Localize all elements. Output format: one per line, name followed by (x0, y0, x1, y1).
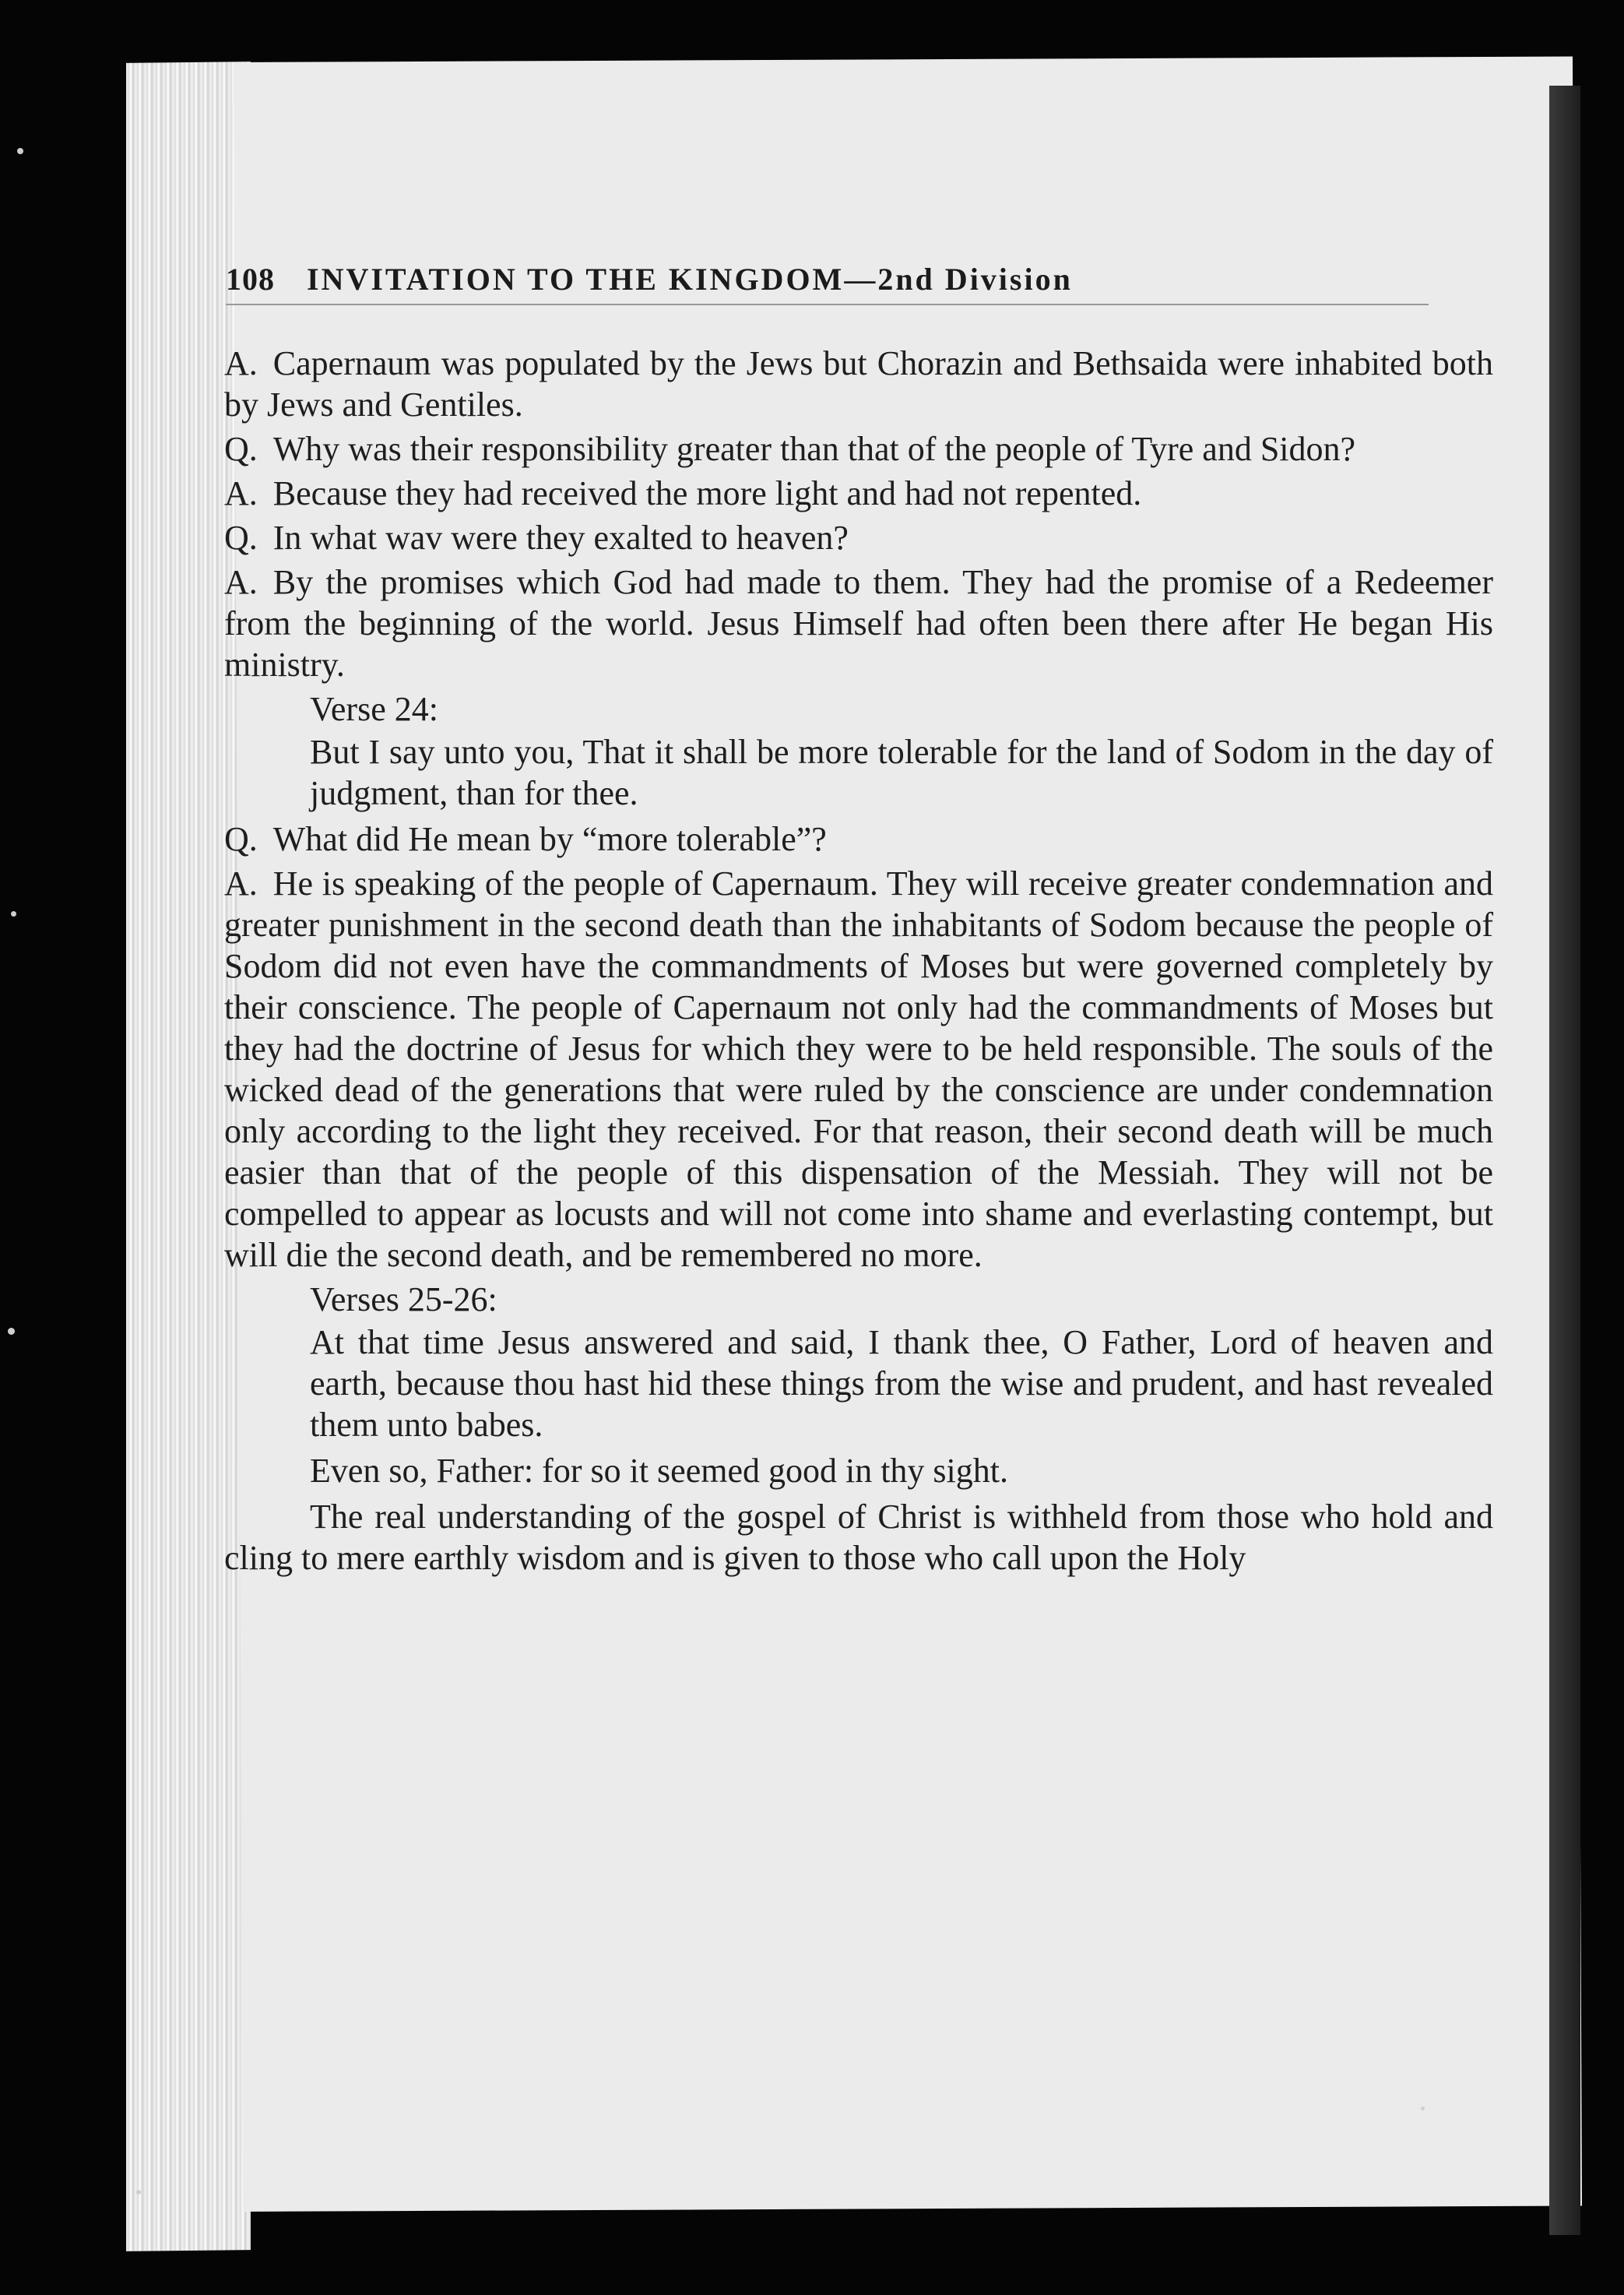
dust-speck (136, 2190, 141, 2195)
paragraph-text: By the promises which God had made to them. They had the promise of a Redeemer from the beginning of the world. Jesus Himself had often been there after He began His ministry. (224, 563, 1493, 684)
answer-paragraph (224, 473, 1493, 514)
book-gutter-shadow (1549, 86, 1580, 2235)
page-number: 108 (226, 262, 275, 297)
closing-paragraph: The real understanding of the gospel of Christ is withheld from those who hold and cling to mere earthly wisdom and is given to those who call upon the Holy (224, 1498, 1493, 1577)
running-title: INVITATION TO THE KINGDOM—2nd Division (307, 262, 1073, 297)
question-label: Q. (224, 430, 258, 468)
dust-speck (17, 148, 23, 154)
answer-label: A. (224, 474, 258, 512)
answer-label: A. (224, 864, 258, 903)
verse-reference: Verses 25-26: (310, 1280, 497, 1318)
page-body (224, 343, 1493, 1579)
answer-paragraph (224, 561, 1493, 685)
scripture-quote: At that time Jesus answered and said, I thank thee, O Father, Lord of heaven and earth, because thou hast hid these things from the wise and prudent, and hast revealed them unto babes. (310, 1323, 1493, 1444)
dust-speck (8, 1328, 15, 1335)
paragraph-text: Because they had received the more light and had not repented. (272, 474, 1142, 512)
dust-speck (11, 911, 16, 917)
dust-speck (1421, 2107, 1425, 2110)
scripture-quote: Even so, Father: for so it seemed good in thy sight. (310, 1452, 1008, 1490)
question-paragraph (224, 428, 1493, 470)
question-label: Q. (224, 519, 258, 557)
paragraph-text: What did He mean by “more tolerable”? (272, 820, 827, 858)
answer-paragraph (224, 863, 1493, 1276)
question-paragraph (224, 818, 1493, 860)
paragraph-text: Capernaum was populated by the Jews but Chorazin and Bethsaida were inhabited both by Jews and Gentiles. (224, 344, 1493, 424)
scripture-quote: But I say unto you, That it shall be more tolerable for the land of Sodom in the day of judgment, than for thee. (310, 733, 1493, 812)
paragraph-text: In what wav were they exalted to heaven? (272, 519, 849, 557)
paragraph-text: He is speaking of the people of Capernaum. They will receive greater condemnation and greater punishment in the second death than the inhabitants of Sodom because the people of Sodom did not even have the commandments of Moses but were governed completely by their conscience. The people of Capernaum not only had the commandments of Moses but they had the doctrine of Jesus for which they were to be held responsible. The souls of the wicked dead of the generations that were ruled by the conscience are under condemnation only according to the light they received. For that reason, their second death will be much easier than that of the people of this dispensation of the Messiah. They will not be compelled to appear as locusts and will not come into shame and everlasting contempt, but will die the second death, and be remembered no more. (224, 864, 1493, 1274)
verse-reference: Verse 24: (310, 690, 438, 728)
paragraph-text: Why was their responsibility greater than that of the people of Tyre and Sidon? (272, 430, 1356, 468)
question-label: Q. (224, 820, 258, 858)
running-head (226, 261, 1429, 305)
answer-paragraph (224, 343, 1493, 425)
answer-label: A. (224, 563, 258, 601)
question-paragraph (224, 517, 1493, 558)
answer-label: A. (224, 344, 258, 382)
